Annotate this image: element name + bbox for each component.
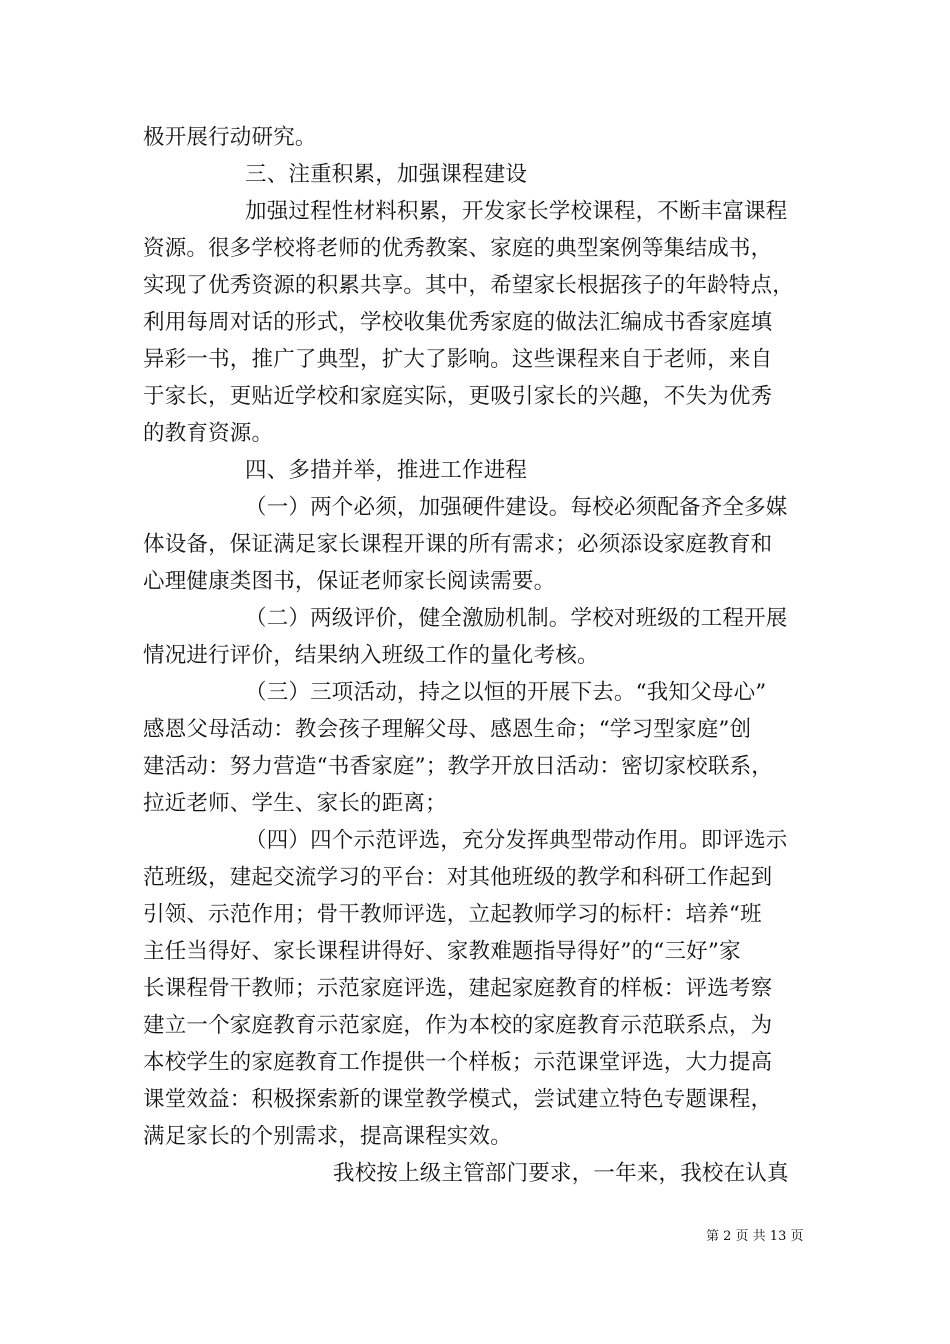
text-line: 长课程骨干教师；示范家庭评选，建起家庭教育的样板：评选考察 bbox=[143, 976, 773, 1001]
text-line: （二）两级评价，健全激励机制。学校对班级的工程开展 bbox=[245, 606, 788, 631]
text-line: 心理健康类图书，保证老师家长阅读需要。 bbox=[143, 569, 556, 594]
text-line: 情况进行评价，结果纳入班级工作的量化考核。 bbox=[143, 643, 599, 668]
page-footer: 第 2 页 共 13 页 bbox=[706, 1229, 804, 1244]
text-line: 加强过程性材料积累，开发家长学校课程，不断丰富课程 bbox=[245, 199, 788, 224]
text-line: 感恩父母活动：教会孩子理解父母、感恩生命；“学习型家庭”创 bbox=[143, 717, 752, 742]
text-line: 异彩一书，推广了典型，扩大了影响。这些课程来自于老师，来自 bbox=[143, 347, 773, 372]
text-line: 主任当得好、家长课程讲得好、家教难题指导得好”的“三好”家 bbox=[143, 939, 741, 964]
text-line: 课堂效益：积极探索新的课堂教学模式，尝试建立特色专题课程， bbox=[143, 1087, 773, 1112]
section-heading: 四、多措并举，推进工作进程 bbox=[245, 458, 528, 483]
section-heading: 三、注重积累，加强课程建设 bbox=[245, 162, 528, 187]
text-line: 本校学生的家庭教育工作提供一个样板；示范课堂评选，大力提高 bbox=[143, 1050, 773, 1075]
text-line: （一）两个必须，加强硬件建设。每校必须配备齐全多媒 bbox=[245, 495, 788, 520]
text-line: 满足家长的个别需求，提高课程实效。 bbox=[143, 1124, 512, 1149]
text-line: 建活动：努力营造“书香家庭”；教学开放日活动：密切家校联系， bbox=[143, 754, 773, 779]
text-line: 的教育资源。 bbox=[143, 421, 274, 446]
text-line: 建立一个家庭教育示范家庭，作为本校的家庭教育示范联系点，为 bbox=[143, 1013, 773, 1038]
text-line: 极开展行动研究。 bbox=[143, 125, 317, 150]
text-line: 体设备，保证满足家长课程开课的所有需求；必须添设家庭教育和 bbox=[143, 532, 773, 557]
text-line: （四）四个示范评选，充分发挥典型带动作用。即评选示 bbox=[245, 828, 788, 853]
text-line: 范班级，建起交流学习的平台：对其他班级的教学和科研工作起到 bbox=[143, 865, 773, 890]
text-line: 拉近老师、学生、家长的距离； bbox=[143, 791, 447, 816]
text-line: 我校按上级主管部门要求，一年来，我校在认真 bbox=[333, 1161, 789, 1186]
text-line: 引领、示范作用；骨干教师评选，立起教师学习的标杆：培养“班 bbox=[143, 902, 762, 927]
text-line: （三）三项活动，持之以恒的开展下去。“我知父母心” bbox=[245, 680, 767, 705]
text-line: 利用每周对话的形式，学校收集优秀家庭的做法汇编成书香家庭填 bbox=[143, 310, 773, 335]
text-line: 实现了优秀资源的积累共享。其中，希望家长根据孩子的年龄特点， bbox=[143, 273, 795, 298]
text-line: 资源。很多学校将老师的优秀教案、家庭的典型案例等集结成书， bbox=[143, 236, 773, 261]
text-line: 于家长，更贴近学校和家庭实际，更吸引家长的兴趣，不失为优秀 bbox=[143, 384, 773, 409]
